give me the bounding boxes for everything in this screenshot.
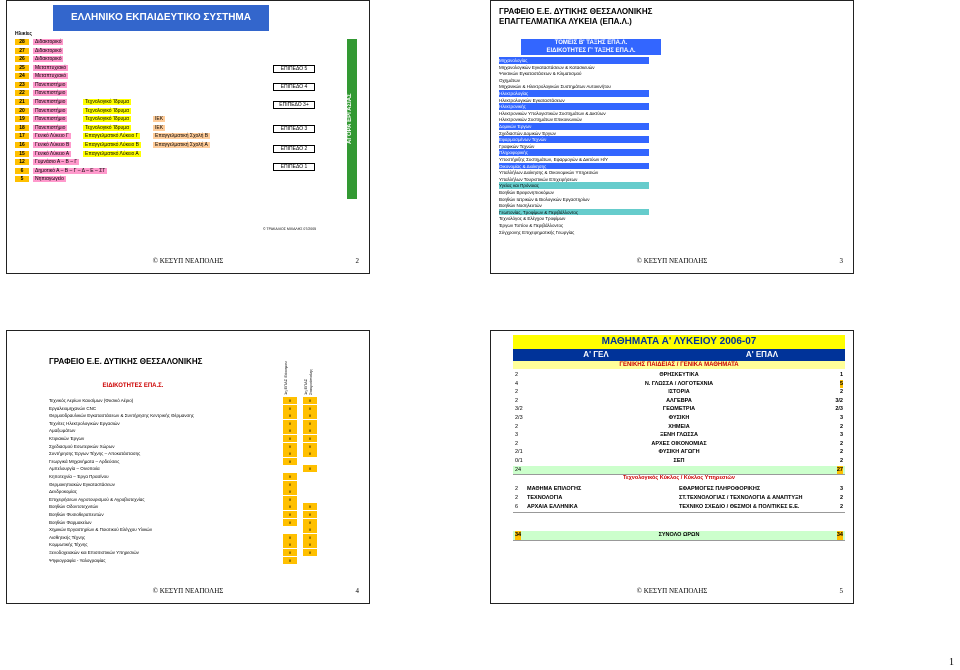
slide-footer: © ΚΕΣΥΠ ΝΕΑΠΟΛΗΣ 2: [152, 257, 359, 265]
availability-cell: v: [283, 519, 297, 526]
availability-cell: v: [283, 534, 297, 541]
age-cell: 19: [15, 116, 29, 122]
availability-cell: v: [283, 450, 297, 457]
institution-cell: Διδακτορικό: [35, 47, 62, 54]
specialty-row: Ψηφιογραφία - Υαλογραφίας: [49, 557, 106, 563]
availability-cell: v: [303, 443, 317, 450]
subject-row: 2 ΧΗΜΕΙΑ 2: [513, 423, 845, 433]
age-cell: 17: [15, 133, 29, 139]
slide-footer: © ΚΕΣΥΠ ΝΕΑΠΟΛΗΣ 3: [636, 257, 843, 265]
institution-cell: Τεχνολογικό Ίδρυμα: [85, 99, 130, 106]
specialty-row: Θερμοϋδραυλικών Εγκαταστάσεων & Συντήρησης Κεντρικής Θέρμανσης: [49, 413, 194, 419]
specialty-row: Χημικών Εργαστηρίων & Ποιοτικού Ελέγχου Υλικών: [49, 527, 153, 533]
subject-row: 2/3 ΦΥΣΙΚΗ 3: [513, 414, 845, 424]
specialty-row: Βοηθών Φυσιοθεραπευτών: [49, 512, 104, 517]
sector-row: Έργων Τοπίου & Περιβάλλοντος: [499, 222, 649, 229]
level-label: ΕΠΙΠΕΔΟ 3: [273, 125, 315, 133]
institution-cell: Μεταπτυχιακό: [35, 64, 67, 71]
availability-cell: [303, 557, 317, 564]
institution-cell: Γενικό Λύκειο Γ: [35, 133, 69, 140]
sector-row: Εφαρμοσμένων Τεχνών: [499, 136, 649, 143]
subject-row: 2 ΙΣΤΟΡΙΑ 2: [513, 388, 845, 398]
availability-cell: v: [303, 427, 317, 434]
subject-row: 24 27: [513, 466, 845, 476]
age-cell: 26: [15, 56, 29, 62]
specialty-row: Αισθητικής Τέχνης: [49, 534, 86, 540]
specialties-bar: ΕΙΔΙΚΟΤΗΤΕΣ Γ' ΤΑΞΗΣ ΕΠΑ.Λ.: [521, 47, 661, 55]
availability-cell: v: [303, 526, 317, 533]
sector-row: Δομικών Έργων: [499, 123, 649, 130]
sector-row: Μηχανικών & Ηλεκτρολογικών Συστημάτων Αυτοκινήτου: [499, 83, 649, 90]
subject-row: 2 ΑΛΓΕΒΡΑ 3/2: [513, 397, 845, 407]
specialty-row: Δενδροκομίας: [49, 489, 77, 495]
availability-cell: v: [303, 420, 317, 427]
age-cell: 27: [15, 48, 29, 54]
sector-row: Ηλεκτρολογικών Εγκαταστάσεων: [499, 97, 649, 104]
institution-cell: Νηπιαγωγείο: [35, 176, 64, 183]
subject-row: 2 ΑΡΧΕΣ ΟΙΚΟΝΟΜΙΑΣ 2: [513, 440, 845, 450]
availability-cell: v: [283, 488, 297, 495]
availability-cell: v: [303, 503, 317, 510]
specialty-row: Κομμωτικής Τέχνης: [49, 542, 88, 548]
subject-row: 2/1 ΦΥΣΙΚΗ ΑΓΩΓΗ 2: [513, 448, 845, 458]
age-cell: 15: [15, 151, 29, 157]
availability-cell: v: [283, 435, 297, 442]
specialty-row: Βοηθών Οδοντοτεχνιτών: [49, 504, 99, 510]
availability-cell: v: [283, 458, 297, 465]
sector-row: Οικονομίας & Διοίκησης: [499, 163, 649, 170]
sector-row: Πληροφορικής: [499, 149, 649, 156]
institution-cell: Γυμνάσιο Α – Β – Γ: [35, 159, 78, 166]
availability-cell: v: [303, 541, 317, 548]
gel-header: Α' ΓΕΛ: [513, 349, 679, 361]
education-row: [13, 116, 353, 124]
availability-cell: v: [283, 496, 297, 503]
institution-cell: Πανεπιστήμιο: [35, 124, 66, 131]
availability-cell: v: [303, 549, 317, 556]
availability-cell: v: [283, 541, 297, 548]
age-cell: 12: [15, 159, 29, 165]
availability-cell: v: [283, 549, 297, 556]
sector-row: Γραφικών Τεχνών: [499, 143, 649, 150]
slide-header: ΓΡΑΦΕΙΟ Ε.Ε. ΔΥΤΙΚΗΣ ΘΕΣΣΑΛΟΝΙΚΗΣ ΕΠΑΓΓΕΛΜΑΤΙΚΑ ΛΥΚΕΙΑ (ΕΠΑ.Λ.): [499, 7, 653, 26]
subject-row: 0/1 ΣΕΠ 2: [513, 457, 845, 467]
sector-row: Μηχανολογικών Εγκαταστάσεων & Κατασκευών: [499, 64, 649, 71]
age-cell: 23: [15, 82, 29, 88]
specialties-bar: ΕΙΔΙΚΟΤΗΤΕΣ ΕΠΑ.Σ.: [53, 381, 213, 391]
epal-header: Α' ΕΠΑΛ: [679, 349, 845, 361]
specialty-row: Συντήρησης Έργων Τέχνης – Αποκατάστασης: [49, 451, 141, 457]
sector-row: Ηλεκτρολογίας: [499, 90, 649, 97]
institution-cell: Πανεπιστήμιο: [35, 99, 66, 106]
level-label: ΕΠΙΠΕΔΟ 1: [273, 163, 315, 171]
age-cell: 25: [15, 65, 29, 71]
education-row: [13, 48, 353, 56]
sector-row: Υγείας και Πρόνοιας: [499, 182, 649, 189]
slide-panel-5: [490, 330, 854, 604]
age-cell: 20: [15, 108, 29, 114]
age-cell: 28: [15, 39, 29, 45]
slide-3: [497, 5, 845, 243]
availability-cell: v: [283, 503, 297, 510]
sector-row: Ηλεκτρονικών Υπολογιστικών Συστημάτων & Δικτύων: [499, 110, 649, 117]
specialty-row: Σχεδιασμού Εσωτερικών Χώρων: [49, 443, 115, 449]
availability-cell: [303, 496, 317, 503]
availability-cell: v: [303, 511, 317, 518]
sectors-bar: ΤΟΜΕΙΣ Β' ΤΑΞΗΣ ΕΠΑ.Λ.: [521, 39, 661, 47]
slide-title: ΜΑΘΗΜΑΤΑ Α' ΛΥΚΕΙΟΥ 2006-07: [513, 335, 845, 349]
specialty-row: Ξενοδοχειακών και Επισιτιστικών Υπηρεσιών: [49, 550, 139, 555]
availability-cell: v: [303, 519, 317, 526]
sector-row: Βοηθών Ιατρικών & Βιολογικών Εργαστηρίων: [499, 196, 649, 203]
tech-row: 2 ΜΑΘΗΜΑ ΕΠΙΛΟΓΗΣ ΕΦΑΡΜΟΓΕΣ ΠΛΗΡΟΦΟΡΙΚΗΣ 3: [513, 485, 845, 495]
institution-cell: Διδακτορικό: [35, 39, 62, 45]
specialty-row: Γεωργικά Μηχανήματα – Αρδεύσεις: [49, 458, 120, 464]
level-label: ΕΠΙΠΕΔΟ 2: [273, 145, 315, 153]
availability-cell: [283, 526, 297, 533]
availability-cell: v: [283, 405, 297, 412]
availability-cell: [303, 458, 317, 465]
slide-number: 3: [839, 257, 843, 265]
sector-row: Σύγχρονης Επιχειρηματικής Γεωργίας: [499, 229, 649, 236]
specialty-row: Επιχειρήσεων Αγροτουρισμού & Αγροβιοτεχνίας: [49, 496, 145, 502]
institution-cell: Επαγγελματικό Λύκειο Β: [85, 141, 139, 148]
age-cell: 16: [15, 142, 29, 148]
institution-cell: Δημοτικό Α – Β – Γ – Δ – Ε – ΣΤ: [35, 167, 106, 174]
sector-row: Μηχανολογίας: [499, 57, 649, 64]
page-number: 1: [949, 657, 954, 668]
specialty-row: Αμαξωμάτων: [49, 428, 76, 434]
age-cell: 18: [15, 125, 29, 131]
education-row: [13, 176, 353, 184]
institution-cell: Τεχνολογικό Ίδρυμα: [85, 124, 130, 131]
slide-panel-2: [6, 0, 370, 274]
institution-cell: ΙΕΚ: [155, 124, 164, 131]
availability-cell: v: [283, 427, 297, 434]
availability-cell: v: [303, 405, 317, 412]
education-row: [13, 90, 353, 98]
age-cell: 5: [15, 176, 29, 182]
institution-cell: Τεχνολογικό Ίδρυμα: [85, 116, 130, 123]
school-col-1: 1η ΕΠΑΣ Εύοσμου: [283, 361, 288, 395]
institution-cell: Γενικό Λύκειο Β: [35, 141, 70, 148]
availability-cell: v: [283, 397, 297, 404]
subject-row: 3 ΞΕΝΗ ΓΛΩΣΣΑ 3: [513, 431, 845, 441]
age-cell: 24: [15, 73, 29, 79]
copyright: © ΤΡΑΚΑΛΙΟΣ ΜΙΧΑΛΗΣ 07/2005: [263, 227, 317, 231]
age-cell: 6: [15, 168, 29, 174]
availability-cell: v: [283, 511, 297, 518]
availability-cell: v: [283, 481, 297, 488]
availability-cell: v: [283, 420, 297, 427]
subject-row: 3/2 ΓΕΩΜΕΤΡΙΑ 2/3: [513, 405, 845, 415]
specialty-row: Τεχνίτες Ηλεκτρολογικών Εργασιών: [49, 420, 120, 426]
tech-row: 2 ΤΕΧΝΟΛΟΓΙΑ ΣΤ.ΤΕΧΝΟΛΟΓΙΑΣ / ΤΕΧΝΟΛΟΓΙΑ & ΑΝΑΠΤΥΞΗ 2: [513, 494, 845, 504]
sector-row: Γεωπονίας, Τροφίμων & Περιβάλλοντος: [499, 209, 649, 216]
availability-cell: v: [283, 473, 297, 480]
level-label: ΕΠΙΠΕΔΟ 4: [273, 83, 315, 91]
availability-cell: [283, 465, 297, 472]
availability-cell: v: [303, 412, 317, 419]
institution-cell: Επαγγελματική Σχολή Β: [155, 133, 209, 140]
sector-row: Βοηθών Νοσηλευτών: [499, 202, 649, 209]
sector-row: Υπαλλήλων Τουριστικών Επιχειρήσεων: [499, 176, 649, 183]
tech-row: 6 ΑΡΧΑΙΑ ΕΛΛΗΝΙΚΑ ΤΕΧΝΙΚΟ ΣΧΕΔΙΟ / ΘΕΣΜΟΙ & ΠΟΛΙΤΙΚΕΣ Ε.Ε. 2: [513, 503, 845, 513]
institution-cell: Πανεπιστήμιο: [35, 116, 66, 123]
slide-panel-4: [6, 330, 370, 604]
sector-row: Βοηθών Βρεφονηπιοκόμων: [499, 189, 649, 196]
institution-cell: Πανεπιστήμιο: [35, 107, 66, 114]
education-row: [13, 56, 353, 64]
slide-4: [13, 335, 361, 573]
specialty-row: Τεχνικός Αερίων Καυσίμων (Φυσικό Αέριο): [49, 398, 134, 403]
level-label: ΕΠΙΠΕΔΟ 5: [273, 65, 315, 73]
slide-header: ΓΡΑΦΕΙΟ Ε.Ε. ΔΥΤΙΚΗΣ ΘΕΣΣΑΛΟΝΙΚΗΣ: [49, 357, 203, 366]
institution-cell: Επαγγελματικό Λύκειο Γ: [85, 133, 139, 140]
level-label: ΕΠΙΠΕΔΟ 3+: [273, 101, 315, 109]
institution-cell: ΙΕΚ: [155, 116, 164, 123]
tech-cycle-title: Τεχνολογικός Κύκλος / Κύκλος Υπηρεσιών: [623, 475, 735, 481]
specialty-row: Κτιριακών Έργων: [49, 436, 85, 441]
slide-2: [13, 5, 361, 243]
availability-cell: v: [283, 412, 297, 419]
sector-row: Υπαλλήλων Διοίκησης & Οικονομικών Υπηρεσιών: [499, 169, 649, 176]
institution-cell: Γενικό Λύκειο Α: [35, 150, 70, 157]
sector-row: Υποστήριξης Συστημάτων, Εφαρμογών & Δικτύων Η/Υ: [499, 156, 649, 163]
sector-row: Σχεδιαστών Δομικών Έργων: [499, 130, 649, 137]
education-row: [13, 73, 353, 81]
sector-row: Οχημάτων: [499, 77, 649, 84]
institution-cell: Επαγγελματικό Λύκειο Α: [85, 150, 139, 157]
sector-row: Ηλεκτρονικών Συστημάτων Επικοινωνιών: [499, 116, 649, 123]
availability-cell: [303, 481, 317, 488]
subject-row: 2 ΘΡΗΣΚΕΥΤΙΚΑ 1: [513, 371, 845, 381]
total-row: 34 ΣΥΝΟΛΟ ΩΡΩΝ 34: [513, 531, 845, 541]
specialty-row: Αμπελουργία – Οινοποιία: [49, 466, 100, 472]
availability-cell: v: [283, 557, 297, 564]
age-cell: 21: [15, 99, 29, 105]
institution-cell: Διδακτορικό: [35, 56, 62, 63]
slide-number: 2: [355, 257, 359, 265]
availability-cell: v: [303, 465, 317, 472]
sector-row: Ψυκτικών Εγκαταστάσεων & Κλιματισμού: [499, 70, 649, 77]
institution-cell: Επαγγελματική Σχολή Α: [155, 141, 208, 148]
school-col-2: 1η ΕΠΑΣ Σταυρούπολης: [303, 369, 313, 395]
slide-title: ΕΛΛΗΝΙΚΟ ΕΚΠΑΙΔΕΥΤΙΚΟ ΣΥΣΤΗΜΑ: [53, 5, 269, 31]
sector-row: Τεχνολόγος & Ελέγχου Τροφίμων: [499, 215, 649, 222]
slide-number: 5: [839, 587, 843, 595]
age-header: Ηλικίες: [15, 31, 32, 37]
slide-number: 4: [355, 587, 359, 595]
sector-row: Ηλεκτρονικής: [499, 103, 649, 110]
availability-cell: [303, 488, 317, 495]
slide-footer: © ΚΕΣΥΠ ΝΕΑΠΟΛΗΣ 4: [152, 587, 359, 595]
specialty-row: Θερμοκηπιακών Εγκαταστάσεων: [49, 481, 115, 487]
slide-panel-3: [490, 0, 854, 274]
availability-cell: v: [303, 397, 317, 404]
specialty-row: Κηποτεχνία – Έργα Πρασίνου: [49, 474, 109, 479]
age-cell: 22: [15, 90, 29, 96]
availability-cell: v: [303, 435, 317, 442]
slide-5: [497, 335, 845, 573]
general-subjects-header: ΓΕΝΙΚΗΣ ΠΑΙΔΕΙΑΣ / ΓΕΝΙΚΑ ΜΑΘΗΜΑΤΑ: [513, 361, 845, 369]
availability-cell: v: [303, 534, 317, 541]
availability-cell: [303, 473, 317, 480]
education-row: [13, 39, 353, 47]
subject-row: 4 Ν. ΓΛΩΣΣΑ / ΛΟΓΟΤΕΧΝΙΑ 5: [513, 380, 845, 390]
institution-cell: Τεχνολογικό Ίδρυμα: [85, 107, 130, 114]
labour-market-label: ΑΓΟΡΑ ΕΡΓΑΣΙΑΣ: [347, 39, 357, 199]
specialty-row: Εργαλειομηχανών CNC: [49, 405, 97, 411]
education-row: [13, 133, 353, 141]
slide-footer: © ΚΕΣΥΠ ΝΕΑΠΟΛΗΣ 5: [636, 587, 843, 595]
specialty-row: Βοηθών Φαρμακείων: [49, 519, 92, 525]
institution-cell: Πανεπιστήμιο: [35, 81, 66, 88]
availability-cell: v: [303, 450, 317, 457]
institution-cell: Μεταπτυχιακό: [35, 73, 67, 80]
availability-cell: v: [283, 443, 297, 450]
institution-cell: Πανεπιστήμιο: [35, 90, 66, 97]
